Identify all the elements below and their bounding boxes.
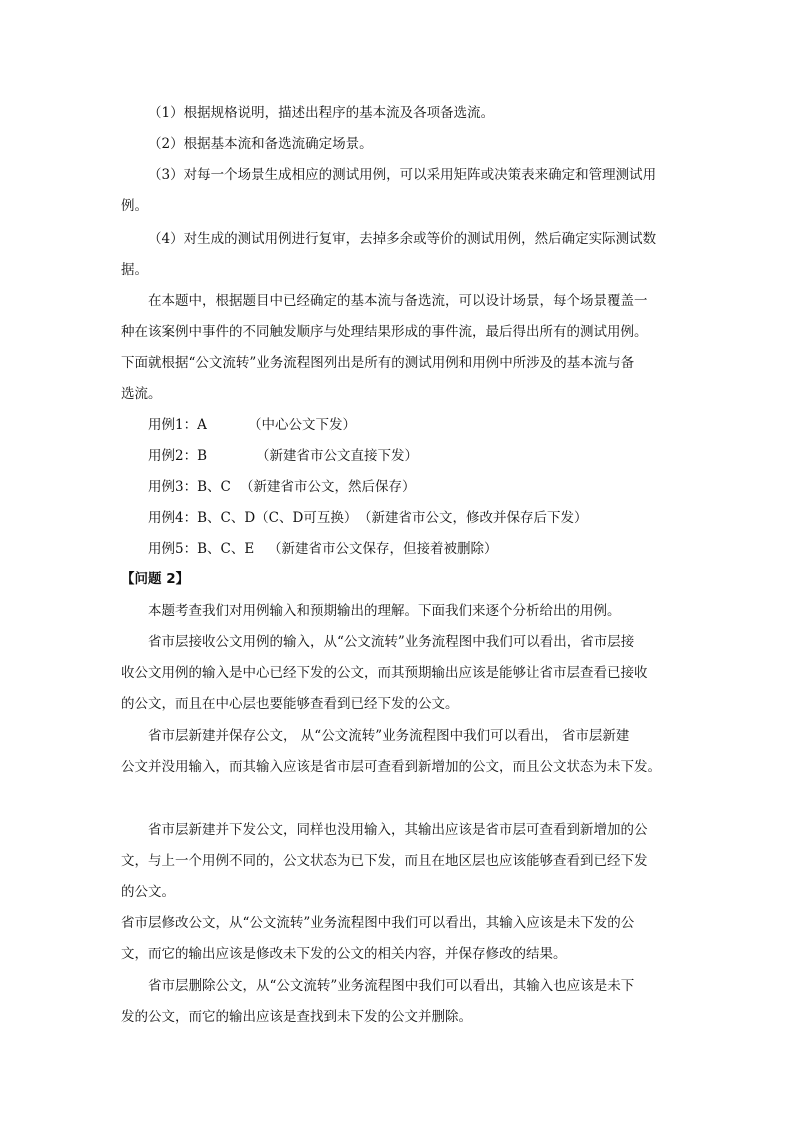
q2-para-2-line-1: 省市层接收公文用例的输入，从“公文流转”业务流程图中我们可以看出，省市层接 bbox=[148, 634, 635, 650]
q2-para-1-line-1: 本题考查我们对用例输入和预期输出的理解。下面我们来逐个分析给出的用例。 bbox=[148, 603, 621, 619]
q2-para-5-line-2: 文，而它的输出应该是修改未下发的公文的相关内容，并保存修改的结果。 bbox=[121, 946, 567, 962]
use-case-1-label: 用例1：A bbox=[148, 417, 207, 433]
use-case-2-label: 用例2：B bbox=[148, 448, 208, 464]
q2-para-2-line-3: 的公文，而且在中心层也要能够查看到已经下发的公文。 bbox=[121, 696, 459, 712]
step-1-line-1: （1）根据规格说明，描述出程序的基本流及各项备选流。 bbox=[148, 105, 495, 121]
step-3-line-1: （3）对每一个场景生成相应的测试用例，可以采用矩阵或决策表来确定和管理测试用 bbox=[148, 167, 657, 183]
intro-line-2: 种在该案例中事件的不同触发顺序与处理结果形成的事件流，最后得出所有的测试用例。 bbox=[121, 324, 648, 340]
q2-para-4-line-2: 文，与上一个用例不同的，公文状态为已下发，而且在地区层也应该能够查看到已经下发 bbox=[121, 853, 648, 869]
q2-para-2-line-2: 收公文用例的输入是中心已经下发的公文，而其预期输出应该是能够让省市层查看已接收 bbox=[121, 665, 648, 681]
use-case-3-desc: （新建省市公文，然后保存） bbox=[240, 479, 416, 495]
step-4-line-1: （4）对生成的测试用例进行复审，去掉多余或等价的测试用例，然后确定实际测试数 bbox=[148, 231, 657, 247]
q2-para-3-line-1: 省市层新建并保存公文， 从“公文流转”业务流程图中我们可以看出， 省市层新建 bbox=[148, 728, 630, 744]
use-case-2-desc: （新建省市公文直接下发） bbox=[256, 448, 418, 464]
q2-para-5-line-1: 省市层修改公文，从“公文流转”业务流程图中我们可以看出，其输入应该是未下发的公 bbox=[121, 915, 635, 931]
use-case-4-label: 用例4：B、C、D（C、D可互换） bbox=[148, 510, 358, 526]
step-3-line-2: 例。 bbox=[121, 198, 148, 214]
step-4-line-2: 据。 bbox=[121, 262, 148, 278]
intro-line-1: 在本题中，根据题目中已经确定的基本流与备选流，可以设计场景，每个场景覆盖一 bbox=[148, 293, 648, 309]
q2-para-6-line-2: 发的公文，而它的输出应该是查找到未下发的公文并删除。 bbox=[121, 1009, 472, 1025]
use-case-5-label: 用例5：B、C、E bbox=[148, 541, 255, 557]
use-case-4-desc: （新建省市公文，修改并保存后下发） bbox=[358, 510, 588, 526]
use-case-1-desc: （中心公文下发） bbox=[248, 417, 356, 433]
use-case-5-desc: （新建省市公文保存，但接着被删除） bbox=[268, 541, 498, 557]
intro-line-3: 下面就根据“公文流转”业务流程图列出是所有的测试用例和用例中所涉及的基本流与备 bbox=[121, 355, 635, 371]
q2-para-6-line-1: 省市层删除公文，从“公文流转”业务流程图中我们可以看出，其输入也应该是未下 bbox=[148, 978, 635, 994]
q2-para-4-line-1: 省市层新建并下发公文，同样也没用输入，其输出应该是省市层可查看到新增加的公 bbox=[148, 822, 648, 838]
question-2-heading: 【问题 2】 bbox=[121, 571, 190, 587]
step-2-line-1: （2）根据基本流和备选流确定场景。 bbox=[148, 136, 373, 152]
q2-para-3-line-2: 公文并没用输入，而其输入应该是省市层可查看到新增加的公文，而且公文状态为未下发。 bbox=[121, 759, 661, 775]
intro-line-4: 选流。 bbox=[121, 386, 162, 402]
use-case-3-label: 用例3：B、C bbox=[148, 479, 231, 495]
q2-para-4-line-3: 的公文。 bbox=[121, 884, 175, 900]
